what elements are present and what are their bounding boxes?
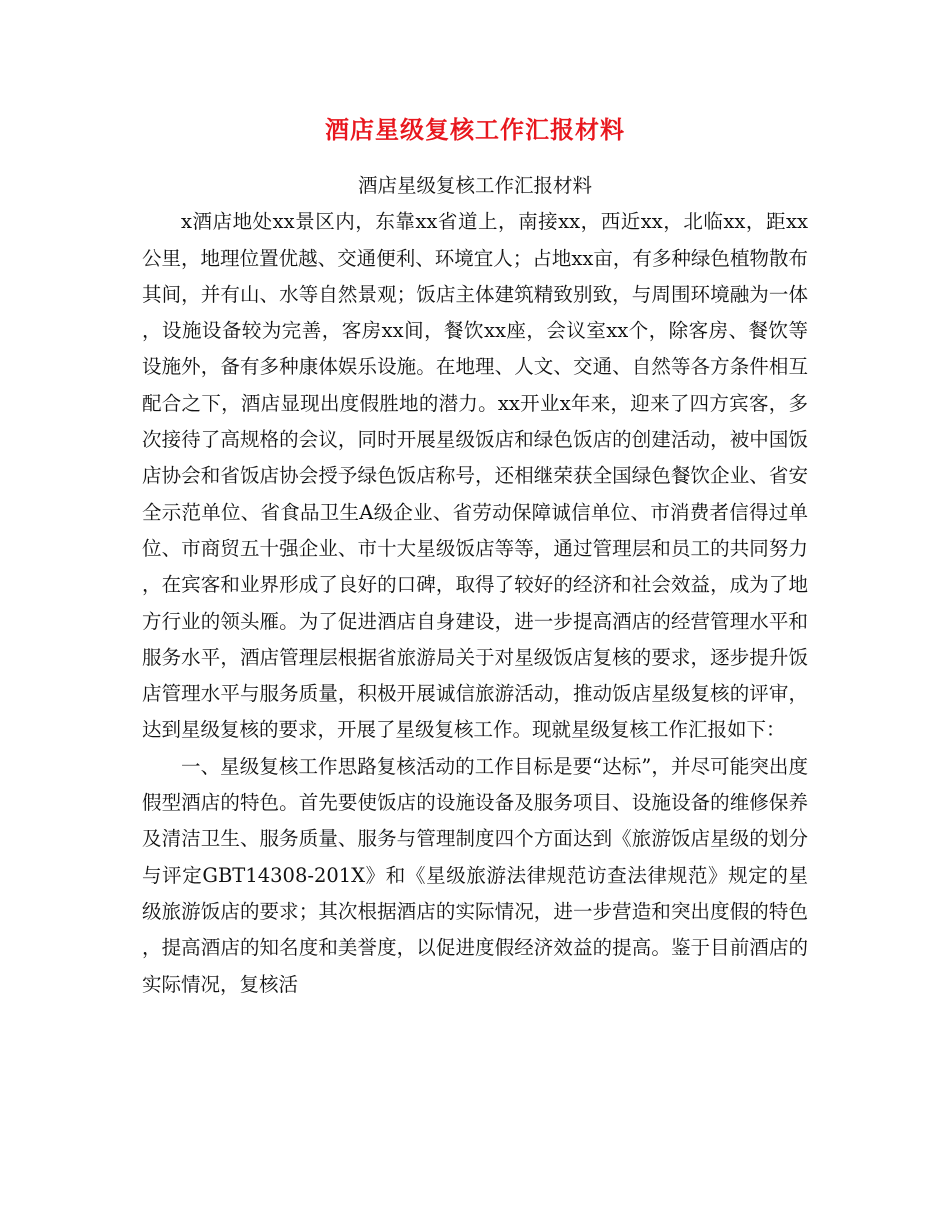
document-subtitle: 酒店星级复核工作汇报材料 bbox=[357, 174, 592, 197]
document-body bbox=[142, 168, 808, 1003]
document-title: 酒店星级复核工作汇报材料 bbox=[325, 115, 625, 144]
paragraph-intro: x酒店地处xx景区内，东靠xx省道上，南接xx，西近xx，北临xx，距xx公里，地理位置优越、交通便利、环境宜人；占地xx亩，有多种绿色植物散布其间，并有山、水等自然景观；饭店主体建筑精致别致，与周围环境融为一体，设施设备较为完善，客房xx间，餐饮xx座，会议室xx个，除客房、餐饮等设施外，备有多种康体娱乐设施。在地理、人文、交通、自然等各方条件相互配合之下，酒店显现出度假胜地的潜力。xx开业x年来，迎来了四方宾客，多次接待了高规格的会议，同时开展星级饭店和绿色饭店的创建活动，被中国饭店协会和省饭店协会授予绿色饭店称号，还相继荣获全国绿色餐饮企业、省安全示范单位、省食品卫生A级企业、省劳动保障诚信单位、市消费者信得过单位、市商贸五十强企业、市十大星级饭店等等，通过管理层和员工的共同努力，在宾客和业界形成了良好的口碑，取得了较好的经济和社会效益，成为了地方行业的领头雁。为了促进酒店自身建设，进一步提高酒店的经营管理水平和服务水平，酒店管理层根据省旅游局关于对星级饭店复核的要求，逐步提升饭店管理水平与服务质量，积极开展诚信旅游活动，推动饭店星级复核的评审，达到星级复核的要求，开展了星级复核工作。现就星级复核工作汇报如下： bbox=[142, 210, 808, 742]
paragraph-section-one: 一、星级复核工作思路复核活动的工作目标是要“达标”，并尽可能突出度假型酒店的特色。首先要使饭店的设施设备及服务项目、设施设备的维修保养及清洁卫生、服务质量、服务与管理制度四个方面达到《旅游饭店星级的划分与评定GBT14308-201X》和《星级旅游法律规范访查法律规范》规定的星级旅游饭店的要求；其次根据酒店的实际情况，进一步营造和突出度假的特色，提高酒店的知名度和美誉度，以促进度假经济效益的提高。鉴于目前酒店的实际情况，复核活 bbox=[142, 754, 808, 996]
